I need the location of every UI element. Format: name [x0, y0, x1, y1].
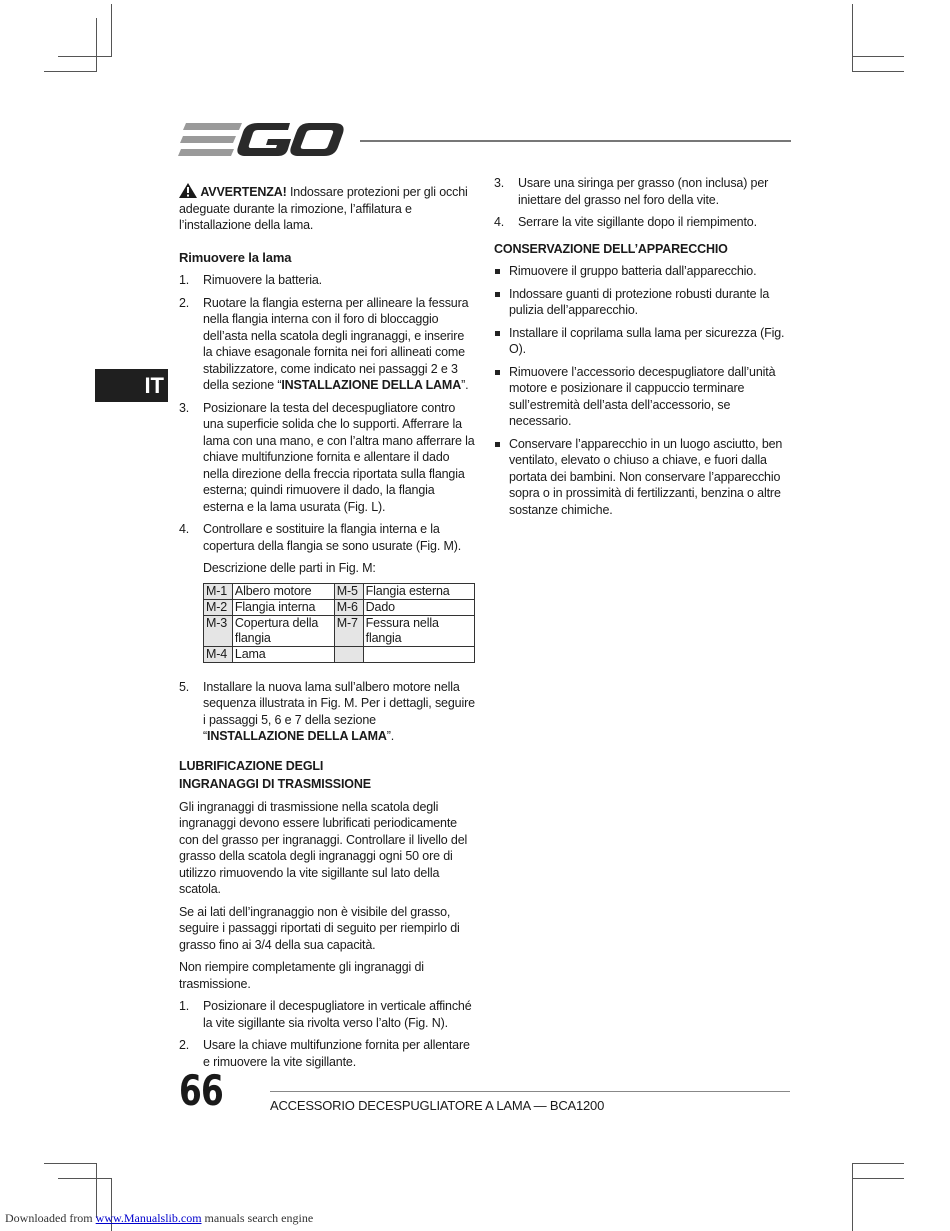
table-row: M-4 Lama: [204, 646, 475, 662]
crop-mark: [852, 71, 904, 72]
warning-text: Indossare protezioni per gli occhi adeguate durante la rimozione, l’affilatura e l’installazione della lama.: [179, 185, 468, 232]
crop-mark: [852, 4, 853, 72]
list-item: Indossare guanti di protezione robusti durante la pulizia dell’apparecchio.: [494, 286, 794, 319]
storage-bullets: [494, 263, 794, 518]
crop-mark: [852, 56, 904, 57]
parts-table: [203, 583, 475, 663]
header-rule: [360, 140, 791, 142]
bullet-square-icon: [495, 292, 500, 297]
ego-logo: [178, 118, 346, 162]
remove-blade-heading: Rimuovere la lama: [179, 249, 292, 265]
bullet-square-icon: [495, 331, 500, 336]
parts-caption: Descrizione delle parti in Fig. M:: [203, 561, 376, 575]
list-item: Conservare l’apparecchio in un luogo asciutto, ben ventilato, elevato o chiuso a chiave, e fuori dalla portata dei bambini. Non conservare l’apparecchio sopra o in prossimità di fertilizzanti, benzina o altre sostanze chimiche.: [494, 436, 794, 519]
lubrication-paragraph: Gli ingranaggi di trasmissione nella scatola degli ingranaggi devono essere lubrificati periodicamente con del grasso per ingranaggi. Controllare il livello del grasso della scatola degli ingranaggi ogni 50 ore di utilizzo rimuovendo la vite sigillante sul lato della scatola.: [179, 799, 468, 896]
warning-title: AVVERTENZA!: [200, 185, 287, 199]
crop-mark: [44, 71, 97, 72]
list-item: 4. Serrare la vite sigillante dopo il riempimento.: [494, 215, 757, 229]
lubrication-heading: LUBRIFICAZIONE DEGLI INGRANAGGI DI TRASMISSIONE: [179, 758, 371, 791]
footer-rule: [270, 1091, 790, 1092]
warning-block: [179, 183, 475, 234]
lubrication-paragraph: Non riempire completamente gli ingranaggi di trasmissione.: [179, 960, 424, 991]
crop-mark: [58, 56, 112, 57]
list-item: 1. Posizionare il decespugliatore in verticale affinché la vite sigillante sia rivolta verso l’alto (Fig. N).: [179, 999, 472, 1030]
remove-blade-step5: [179, 679, 475, 745]
bullet-square-icon: [495, 442, 500, 447]
crop-mark: [58, 1178, 112, 1179]
logo-g: [237, 123, 291, 156]
list-item: Installare il coprilama sulla lama per sicurezza (Fig. O).: [494, 325, 794, 358]
crop-mark: [111, 4, 112, 56]
left-column: [179, 183, 475, 1076]
crop-mark: [852, 1178, 904, 1179]
table-row: M-1 Albero motore M-5 Flangia esterna: [204, 583, 475, 599]
crop-mark: [852, 1163, 853, 1231]
bullet-square-icon: [495, 370, 500, 375]
list-item: 5. Installare la nuova lama sull’albero motore nella sequenza illustrata in Fig. M. Per i dettagli, seguire i passaggi 5, 6 e 7 della sezione “INSTALLAZIONE DELLA LAMA”.: [179, 679, 475, 743]
lubrication-steps: [179, 998, 475, 1070]
lubrication-steps-continued: [494, 175, 794, 231]
list-item: 3. Posizionare la testa del decespugliatore contro una superficie solida che lo supporti. Afferrare la lama con una mano, e con l’altra mano afferrare la chiave multifunzione fornita e allentare il dado nella direzione della freccia riportata sulla flangia esterna; quindi rimuovere il dado, la flangia esterna e la lama usurata (Fig. L).: [179, 400, 475, 514]
logo-o: [290, 123, 343, 156]
list-item: 4. Controllare e sostituire la flangia interna e la copertura della flangia se sono usurate (Fig. M).: [179, 522, 462, 553]
right-column: [494, 175, 794, 524]
storage-heading: CONSERVAZIONE DELL’APPARECCHIO: [494, 241, 728, 256]
list-item: 2. Usare la chiave multifunzione fornita per allentare e rimuovere la vite sigillante.: [179, 1038, 470, 1069]
list-item: 1. Rimuovere la batteria.: [179, 273, 322, 287]
footer-title: ACCESSORIO DECESPUGLIATORE A LAMA — BCA1200: [270, 1098, 605, 1113]
lubrication-paragraph: Se ai lati dell’ingranaggio non è visibile del grasso, seguire i passaggi riportati di seguito per riempirlo di grasso fino ai 3/4 della sua capacità.: [179, 904, 460, 952]
list-item: Rimuovere l’accessorio decespugliatore dall’unità motore e posizionare il cappuccio terminare sull’estremità dell’asta dell’accessorio, se necessario.: [494, 364, 794, 430]
warning-icon: [179, 183, 197, 198]
crop-mark: [852, 1163, 904, 1164]
language-tab: IT: [95, 369, 168, 402]
crop-mark: [96, 18, 97, 72]
list-item: 3. Usare una siringa per grasso (non inclusa) per iniettare del grasso nel foro della vite.: [494, 176, 769, 207]
download-note: Downloaded from www.Manualslib.com manuals search engine: [5, 1211, 314, 1225]
crop-mark: [44, 1163, 97, 1164]
table-row: M-2 Flangia interna M-6 Dado: [204, 599, 475, 615]
list-item: Rimuovere il gruppo batteria dall’apparecchio.: [494, 263, 794, 280]
remove-blade-steps: [179, 272, 475, 554]
logo-e-stripes: [178, 123, 242, 156]
bullet-square-icon: [495, 269, 500, 274]
page-number: 66: [179, 1066, 224, 1115]
crop-mark: [96, 1163, 97, 1218]
table-row: M-3 Copertura della flangia M-7 Fessura nella flangia: [204, 615, 475, 646]
list-item: 2. Ruotare la flangia esterna per allineare la fessura nella flangia interna con il foro di bloccaggio dell’asta nella scatola degli ingranaggi, e inserire la chiave esagonale fornita nei fori allineati come stabilizzatore, come indicato nei passaggi 2 e 3 della sezione “INSTALLAZIONE DELLA LAMA”.: [179, 295, 469, 392]
manualslib-link[interactable]: www.Manualslib.com: [95, 1211, 202, 1225]
